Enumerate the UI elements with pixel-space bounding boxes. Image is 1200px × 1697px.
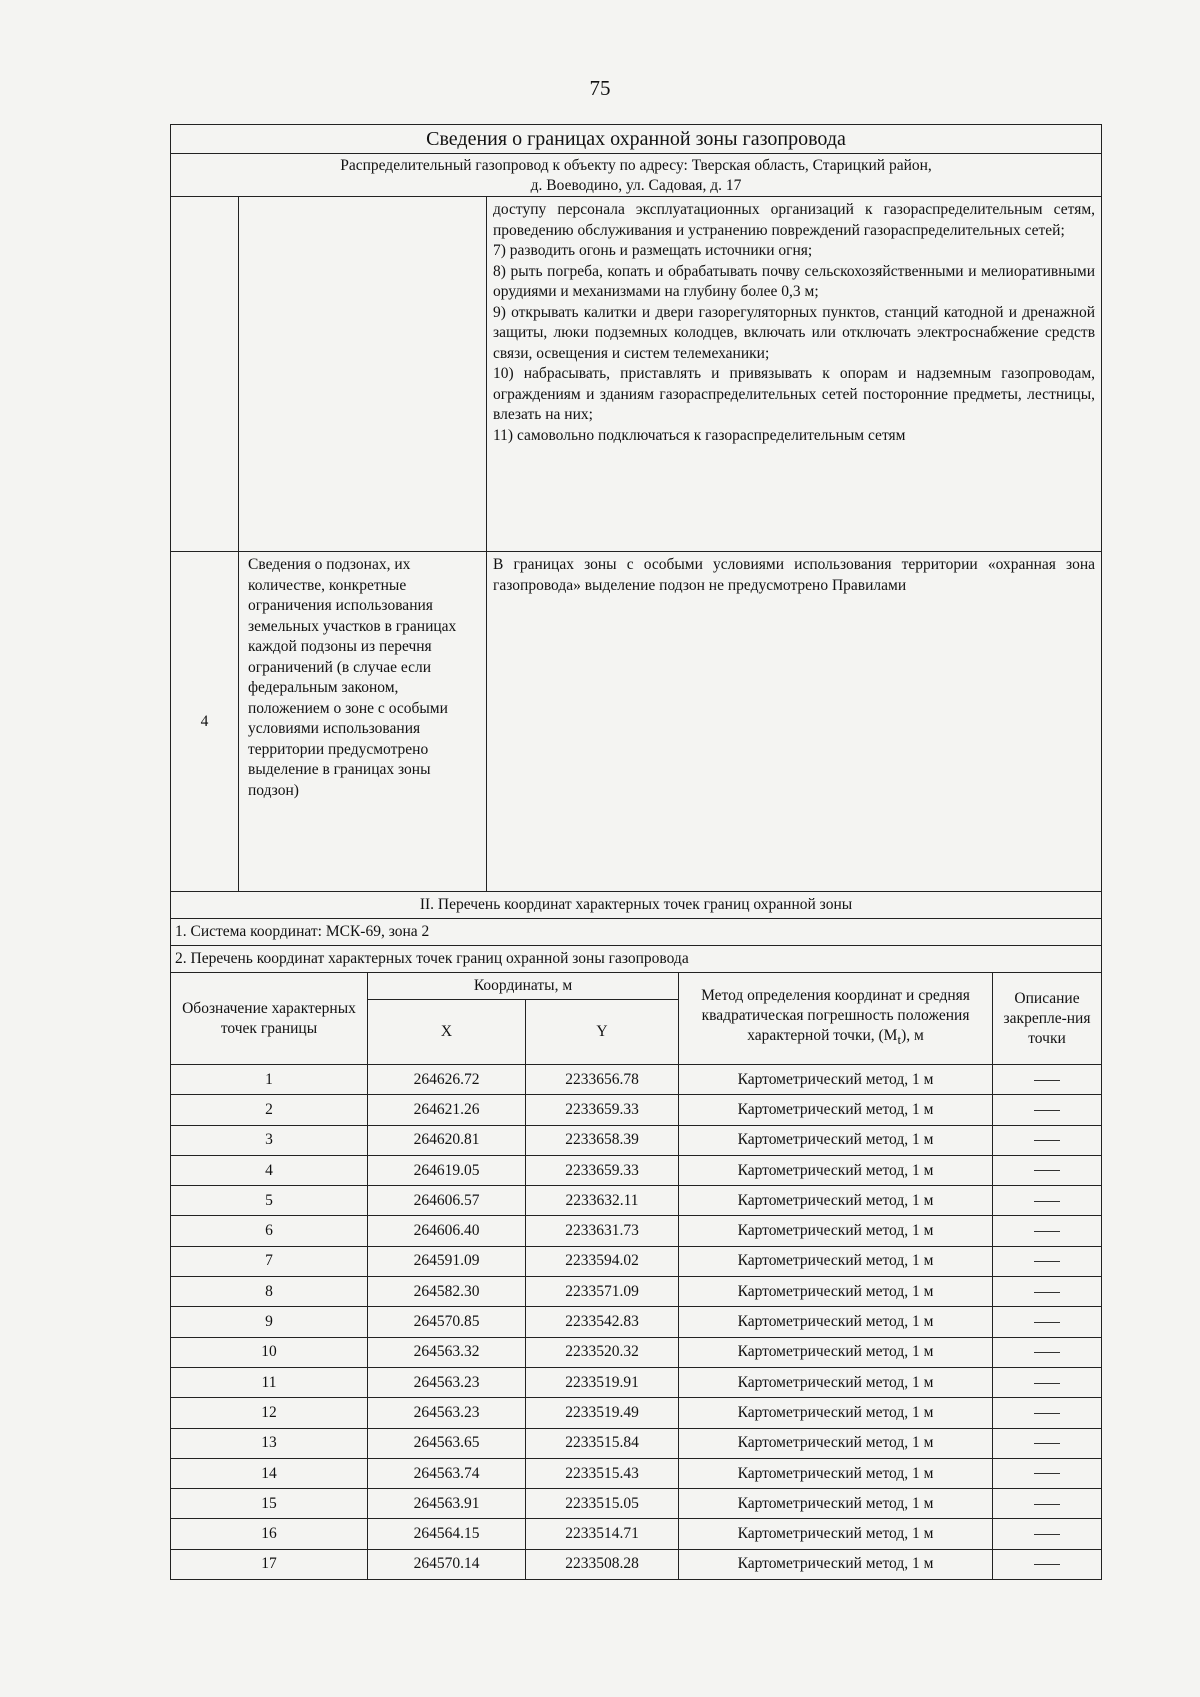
coordinates-body xyxy=(171,1065,1102,1580)
x-coordinate-cell: 264620.81 xyxy=(368,1125,526,1155)
y-coordinate-cell: 2233515.43 xyxy=(526,1458,679,1488)
dash-mark xyxy=(1034,1110,1060,1111)
x-coordinate-cell: 264563.74 xyxy=(368,1458,526,1488)
x-coordinate-cell: 264591.09 xyxy=(368,1246,526,1276)
document-sheet xyxy=(170,124,1101,1580)
table-row xyxy=(171,1065,1102,1095)
method-cell: Картометрический метод, 1 м xyxy=(679,1458,993,1488)
row-4-number: 4 xyxy=(171,552,239,892)
dash-mark xyxy=(1034,1564,1060,1565)
x-coordinate-cell: 264619.05 xyxy=(368,1155,526,1185)
zone-info-table xyxy=(170,124,1102,973)
col-header-y: Y xyxy=(526,1000,679,1065)
dash-mark xyxy=(1034,1322,1060,1323)
method-cell: Картометрический метод, 1 м xyxy=(679,1125,993,1155)
point-number-cell: 6 xyxy=(171,1216,368,1246)
table-row xyxy=(171,1307,1102,1337)
restriction-item: 7) разводить огонь и размещать источники огня; xyxy=(493,242,813,259)
y-coordinate-cell: 2233656.78 xyxy=(526,1065,679,1095)
dash-mark xyxy=(1034,1292,1060,1293)
method-cell: Картометрический метод, 1 м xyxy=(679,1277,993,1307)
point-number-cell: 3 xyxy=(171,1125,368,1155)
y-coordinate-cell: 2233659.33 xyxy=(526,1155,679,1185)
y-coordinate-cell: 2233515.84 xyxy=(526,1428,679,1458)
description-cell xyxy=(993,1519,1102,1549)
table-row xyxy=(171,1277,1102,1307)
method-cell: Картометрический метод, 1 м xyxy=(679,1155,993,1185)
description-cell xyxy=(993,1398,1102,1428)
point-number-cell: 9 xyxy=(171,1307,368,1337)
method-cell: Картометрический метод, 1 м xyxy=(679,1216,993,1246)
method-cell: Картометрический метод, 1 м xyxy=(679,1519,993,1549)
row-label-empty xyxy=(239,197,487,552)
x-coordinate-cell: 264563.32 xyxy=(368,1337,526,1367)
y-coordinate-cell: 2233519.49 xyxy=(526,1398,679,1428)
point-number-cell: 5 xyxy=(171,1186,368,1216)
point-number-cell: 11 xyxy=(171,1367,368,1397)
point-number-cell: 1 xyxy=(171,1065,368,1095)
y-coordinate-cell: 2233658.39 xyxy=(526,1125,679,1155)
method-cell: Картометрический метод, 1 м xyxy=(679,1367,993,1397)
table-row xyxy=(171,1125,1102,1155)
restriction-item: 9) открывать калитки и двери газорегуляторных пунктов, станций катодной и дренажной защиты, люки подземных колодцев, включать или отключать электроснабжение средств связи, освещения и систем телемеханики; xyxy=(493,303,1096,362)
table-row xyxy=(171,1428,1102,1458)
y-coordinate-cell: 2233519.91 xyxy=(526,1367,679,1397)
dash-mark xyxy=(1034,1352,1060,1353)
row-4-label: Сведения о подзонах, их количестве, конкретные ограничения использования земельных участков в границах каждой подзоны из перечня ограничений (в случае если федеральным законом, положением о зоне с особыми условиями использования территории предусмотрено выделение в границах зоны подзон) xyxy=(239,552,487,892)
point-number-cell: 10 xyxy=(171,1337,368,1367)
point-number-cell: 12 xyxy=(171,1398,368,1428)
dash-mark xyxy=(1034,1383,1060,1384)
y-coordinate-cell: 2233632.11 xyxy=(526,1186,679,1216)
point-number-cell: 15 xyxy=(171,1489,368,1519)
address-line-2: д. Воеводино, ул. Садовая, д. 17 xyxy=(530,177,742,194)
dash-mark xyxy=(1034,1534,1060,1535)
y-coordinate-cell: 2233659.33 xyxy=(526,1095,679,1125)
description-cell xyxy=(993,1489,1102,1519)
y-coordinate-cell: 2233571.09 xyxy=(526,1277,679,1307)
point-number-cell: 13 xyxy=(171,1428,368,1458)
dash-mark xyxy=(1034,1261,1060,1262)
page-number: 75 xyxy=(589,76,611,100)
table-row xyxy=(171,1398,1102,1428)
method-header-sub: t xyxy=(897,1032,902,1048)
method-cell: Картометрический метод, 1 м xyxy=(679,1065,993,1095)
x-coordinate-cell: 264564.15 xyxy=(368,1519,526,1549)
x-coordinate-cell: 264563.65 xyxy=(368,1428,526,1458)
coordinates-table xyxy=(170,972,1102,1580)
description-cell xyxy=(993,1065,1102,1095)
restriction-item: 10) набрасывать, приставлять и привязывать к опорам и надземным газопроводам, ограждениям и зданиям газораспределительных сетей посторонние предметы, лестницы, влезать на них; xyxy=(493,365,1096,423)
table-row xyxy=(171,1337,1102,1367)
section-title: Сведения о границах охранной зоны газопровода xyxy=(171,125,1102,154)
table-row xyxy=(171,1549,1102,1579)
table-row xyxy=(171,1519,1102,1549)
table-row xyxy=(171,1246,1102,1276)
dash-mark xyxy=(1034,1413,1060,1414)
address-line-1: Распределительный газопровод к объекту по адресу: Тверская область, Старицкий район, xyxy=(340,157,932,174)
y-coordinate-cell: 2233594.02 xyxy=(526,1246,679,1276)
col-header-method xyxy=(679,973,993,1065)
method-cell: Картометрический метод, 1 м xyxy=(679,1549,993,1579)
y-coordinate-cell: 2233508.28 xyxy=(526,1549,679,1579)
method-cell: Картометрический метод, 1 м xyxy=(679,1398,993,1428)
y-coordinate-cell: 2233514.71 xyxy=(526,1519,679,1549)
description-cell xyxy=(993,1307,1102,1337)
x-coordinate-cell: 264621.26 xyxy=(368,1095,526,1125)
x-coordinate-cell: 264626.72 xyxy=(368,1065,526,1095)
point-number-cell: 8 xyxy=(171,1277,368,1307)
y-coordinate-cell: 2233542.83 xyxy=(526,1307,679,1337)
section-2-title: II. Перечень координат характерных точек границ охранной зоны xyxy=(171,892,1102,919)
method-cell: Картометрический метод, 1 м xyxy=(679,1307,993,1337)
x-coordinate-cell: 264570.14 xyxy=(368,1549,526,1579)
y-coordinate-cell: 2233631.73 xyxy=(526,1216,679,1246)
description-cell xyxy=(993,1095,1102,1125)
col-header-description: Описание закрепле-ния точки xyxy=(993,973,1102,1065)
description-cell xyxy=(993,1155,1102,1185)
description-cell xyxy=(993,1277,1102,1307)
description-cell xyxy=(993,1549,1102,1579)
col-header-point: Обозначение характерных точек границы xyxy=(171,973,368,1065)
table-row xyxy=(171,1458,1102,1488)
restriction-item: 11) самовольно подключаться к газораспределительным сетям xyxy=(493,426,906,444)
method-cell: Картометрический метод, 1 м xyxy=(679,1428,993,1458)
description-cell xyxy=(993,1186,1102,1216)
x-coordinate-cell: 264606.57 xyxy=(368,1186,526,1216)
description-cell xyxy=(993,1458,1102,1488)
object-address xyxy=(171,154,1102,197)
dash-mark xyxy=(1034,1201,1060,1202)
table-row xyxy=(171,1155,1102,1185)
col-header-coords: Координаты, м xyxy=(368,973,679,1000)
method-cell: Картометрический метод, 1 м xyxy=(679,1489,993,1519)
dash-mark xyxy=(1034,1080,1060,1081)
point-number-cell: 14 xyxy=(171,1458,368,1488)
point-number-cell: 4 xyxy=(171,1155,368,1185)
table-row xyxy=(171,1489,1102,1519)
point-number-cell: 16 xyxy=(171,1519,368,1549)
x-coordinate-cell: 264606.40 xyxy=(368,1216,526,1246)
dash-mark xyxy=(1034,1170,1060,1171)
description-cell xyxy=(993,1246,1102,1276)
dash-mark xyxy=(1034,1231,1060,1232)
dash-mark xyxy=(1034,1140,1060,1141)
method-cell: Картометрический метод, 1 м xyxy=(679,1246,993,1276)
method-cell: Картометрический метод, 1 м xyxy=(679,1095,993,1125)
table-row xyxy=(171,1367,1102,1397)
x-coordinate-cell: 264563.91 xyxy=(368,1489,526,1519)
col-header-x: X xyxy=(368,1000,526,1065)
description-cell xyxy=(993,1337,1102,1367)
table-row xyxy=(171,1095,1102,1125)
points-list-title: 2. Перечень координат характерных точек границ охранной зоны газопровода xyxy=(171,946,1102,973)
dash-mark xyxy=(1034,1504,1060,1505)
description-cell xyxy=(993,1367,1102,1397)
method-cell: Картометрический метод, 1 м xyxy=(679,1186,993,1216)
description-cell xyxy=(993,1125,1102,1155)
restrictions-list xyxy=(487,197,1102,552)
y-coordinate-cell: 2233515.05 xyxy=(526,1489,679,1519)
dash-mark xyxy=(1034,1473,1060,1474)
method-header-tail: ), м xyxy=(901,1027,924,1045)
point-number-cell: 7 xyxy=(171,1246,368,1276)
x-coordinate-cell: 264570.85 xyxy=(368,1307,526,1337)
x-coordinate-cell: 264563.23 xyxy=(368,1367,526,1397)
method-cell: Картометрический метод, 1 м xyxy=(679,1337,993,1367)
x-coordinate-cell: 264582.30 xyxy=(368,1277,526,1307)
table-row xyxy=(171,1186,1102,1216)
table-row xyxy=(171,1216,1102,1246)
row-4-text: В границах зоны с особыми условиями использования территории «охранная зона газопровода» выделение подзон не предусмотрено Правилами xyxy=(487,552,1102,892)
description-cell xyxy=(993,1216,1102,1246)
restriction-item: 8) рыть погреба, копать и обрабатывать почву сельскохозяйственными и мелиоративными орудиями и механизмами на глубину более 0,3 м; xyxy=(493,262,1096,300)
row-number-empty xyxy=(171,197,239,552)
description-cell xyxy=(993,1428,1102,1458)
x-coordinate-cell: 264563.23 xyxy=(368,1398,526,1428)
y-coordinate-cell: 2233520.32 xyxy=(526,1337,679,1367)
point-number-cell: 17 xyxy=(171,1549,368,1579)
dash-mark xyxy=(1034,1443,1060,1444)
restriction-item: доступу персонала эксплуатационных организаций к газораспределительным сетям, проведению обслуживания и устранению повреждений газораспределительных сетей; xyxy=(493,201,1096,239)
point-number-cell: 2 xyxy=(171,1095,368,1125)
method-header-text: Метод определения координат и средняя квадратическая погрешность положения характерной точки, (M xyxy=(701,987,970,1045)
coord-system: 1. Система координат: МСК-69, зона 2 xyxy=(171,919,1102,946)
